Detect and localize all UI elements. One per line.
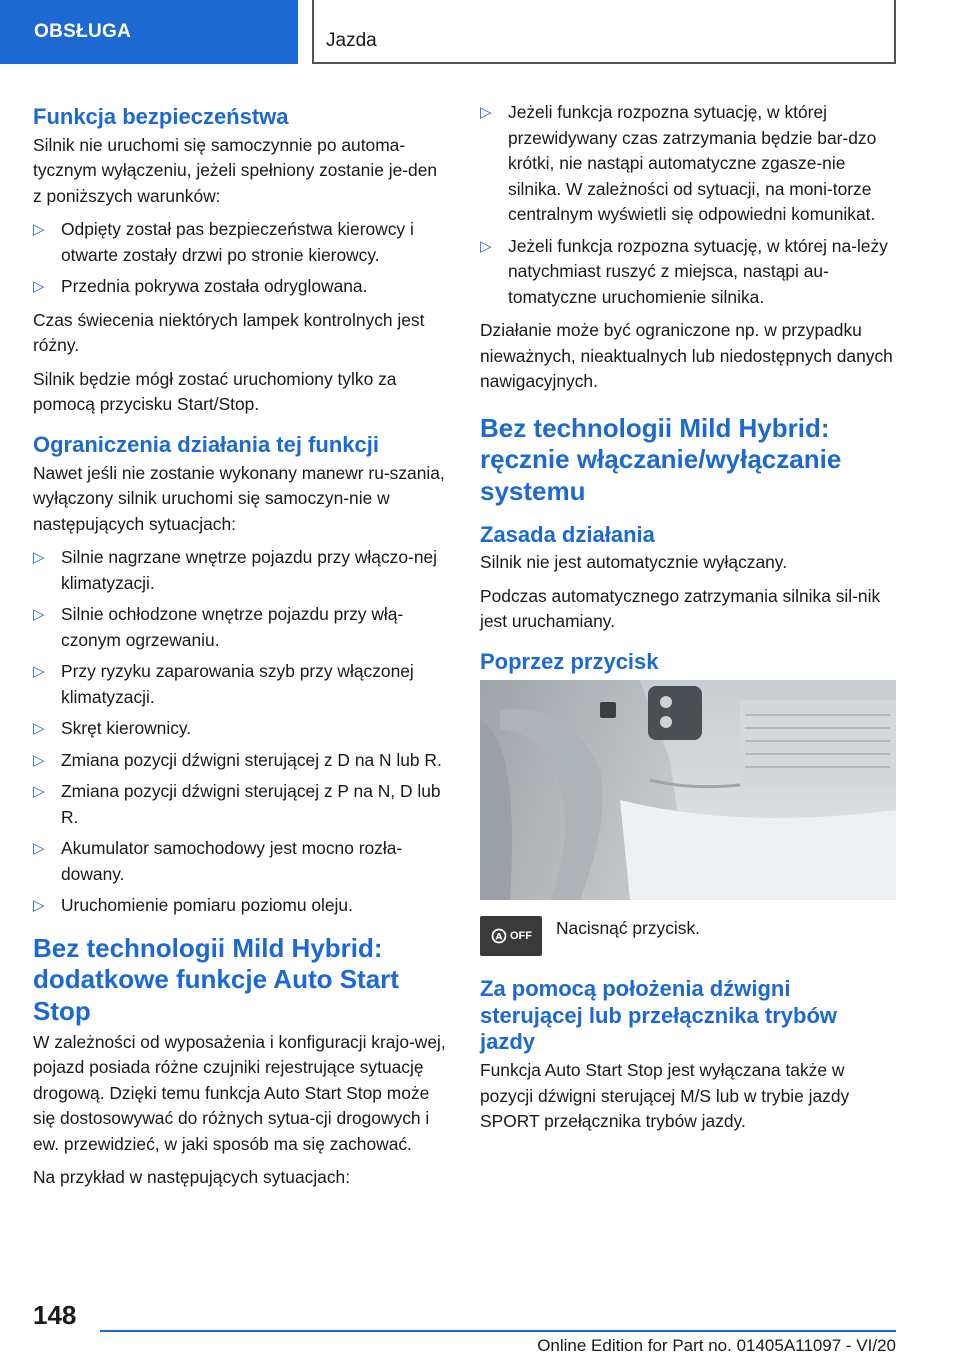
paragraph: Silnik nie uruchomi się samoczynnie po automa-tycznym wyłączeniu, jeżeli spełniony zostanie je-den z poniższych warunków: [33, 134, 438, 206]
paragraph: Funkcja Auto Start Stop jest wyłączana także w pozycji dźwigni sterującej M/S lub w trybie jazdy SPORT przełącznika trybów jazdy. [480, 1060, 850, 1132]
triangle-bullet-icon: ▷ [33, 549, 45, 567]
list-item: ▷ Jeżeli funkcja rozpozna sytuację, w której na-leży natychmiast ruszyć z miejsca, nastąpi au-tomatyczne uruchomienie silnika. [480, 235, 888, 307]
list-item: ▷ Zmiana pozycji dźwigni sterującej z P na N, D lub R. [33, 781, 441, 827]
footer-divider [100, 1330, 896, 1332]
svg-text:A: A [495, 932, 503, 943]
auto-start-stop-symbol-icon [490, 927, 508, 945]
list-item: ▷ Silnie ochłodzone wnętrze pojazdu przy włą-czonym ogrzewaniu. [33, 604, 404, 650]
triangle-bullet-icon: ▷ [33, 897, 45, 915]
paragraph: Na przykład w następujących sytuacjach: [33, 1167, 351, 1188]
paragraph: Nawet jeśli nie zostanie wykonany manewr ru-szania, wyłączony silnik uruchomi się samoczyn-nie w następujących sytuacjach: [33, 462, 445, 534]
left-column [33, 100, 449, 1199]
chapter-title: Jazda [312, 0, 896, 64]
heading-mild-hybrid-extra: Bez technologii Mild Hybrid: dodatkowe funkcje Auto Start Stop [33, 932, 399, 1027]
bullet-list [33, 217, 449, 300]
triangle-bullet-icon: ▷ [33, 840, 45, 858]
triangle-bullet-icon: ▷ [33, 783, 45, 801]
bullet-list [33, 545, 449, 919]
paragraph: Działanie może być ograniczone np. w przypadku nieważnych, nieaktualnych lub niedostępnych danych nawigacyjnych. [480, 320, 893, 391]
heading-lever-switch: Za pomocą położenia dźwigni sterującej lub przełącznika trybów jazdy [480, 975, 838, 1055]
auto-start-stop-off-icon: A OFF [480, 916, 542, 956]
heading-by-button: Poprzez przycisk [480, 648, 659, 674]
triangle-bullet-icon: ▷ [33, 720, 45, 738]
list-item: ▷ Jeżeli funkcja rozpozna sytuację, w której przewidywany czas zatrzymania będzie bar-dzo krótki, nie nastąpi automatyczne zgasze-nie silnika. W zależności od sytuacji, na moni-torze centralnym wyświetli się odpowiedni komunikat. [480, 102, 877, 224]
triangle-bullet-icon: ▷ [33, 751, 45, 769]
heading-principle: Zasada działania [480, 521, 655, 547]
section-tab: OBSŁUGA [0, 0, 298, 64]
paragraph: Czas świecenia niektórych lampek kontrolnych jest różny. [33, 309, 425, 356]
heading-limitations: Ograniczenia działania tej funkcji [33, 431, 379, 457]
triangle-bullet-icon: ▷ [480, 104, 492, 121]
triangle-bullet-icon: ▷ [33, 663, 45, 681]
list-item: ▷ Akumulator samochodowy jest mocno rozła-dowany. [33, 838, 403, 884]
paragraph: Silnik nie jest automatycznie wyłączany. [480, 552, 788, 573]
button-instruction [480, 916, 896, 956]
dashboard-photo [480, 680, 896, 900]
triangle-bullet-icon: ▷ [33, 606, 45, 624]
right-column [480, 100, 896, 1143]
paragraph: W zależności od wyposażenia i konfiguracji krajo-wej, pojazd posiada różne czujniki rejestrujące sytuację drogową. Dzięki temu funkcja Auto Start Stop może się dostosowywać do różnych sytua-cji drogowych i ew. przewidzieć, w jaki sposób ma się zachować. [33, 1031, 446, 1154]
paragraph: Podczas automatycznego zatrzymania silnika sil-nik jest uruchamiany. [480, 585, 881, 632]
triangle-bullet-icon: ▷ [33, 221, 45, 239]
list-item: ▷ Odpięty został pas bezpieczeństwa kierowcy i otwarte zostały drzwi po stronie kierowcy. [33, 219, 414, 265]
list-item: ▷ Przy ryzyku zaparowania szyb przy włączonej klimatyzacji. [33, 661, 414, 707]
page-number: 148 [33, 1300, 77, 1330]
list-item: ▷ Przednia pokrywa została odryglowana. [33, 274, 449, 300]
triangle-bullet-icon: ▷ [33, 278, 45, 296]
paragraph: Silnik będzie mógł zostać uruchomiony tylko za pomocą przycisku Start/Stop. [33, 368, 397, 415]
list-item: ▷ Silnie nagrzane wnętrze pojazdu przy włączo-nej klimatyzacji. [33, 547, 438, 593]
edition-info: Online Edition for Part no. 01405A11097 - VI/20 [537, 1336, 896, 1355]
list-item: ▷ Uruchomienie pomiaru poziomu oleju. [33, 893, 449, 919]
bullet-list [480, 100, 896, 310]
triangle-bullet-icon: ▷ [480, 237, 492, 255]
list-item: ▷ Skręt kierownicy. [33, 716, 449, 742]
list-item: ▷ Zmiana pozycji dźwigni sterującej z D na N lub R. [33, 748, 449, 774]
button-instruction-label: Nacisnąć przycisk. [556, 917, 700, 938]
heading-safety-function: Funkcja bezpieczeństwa [33, 104, 289, 129]
heading-manual-toggle: Bez technologii Mild Hybrid: ręcznie włączanie/wyłączanie systemu [480, 412, 842, 506]
